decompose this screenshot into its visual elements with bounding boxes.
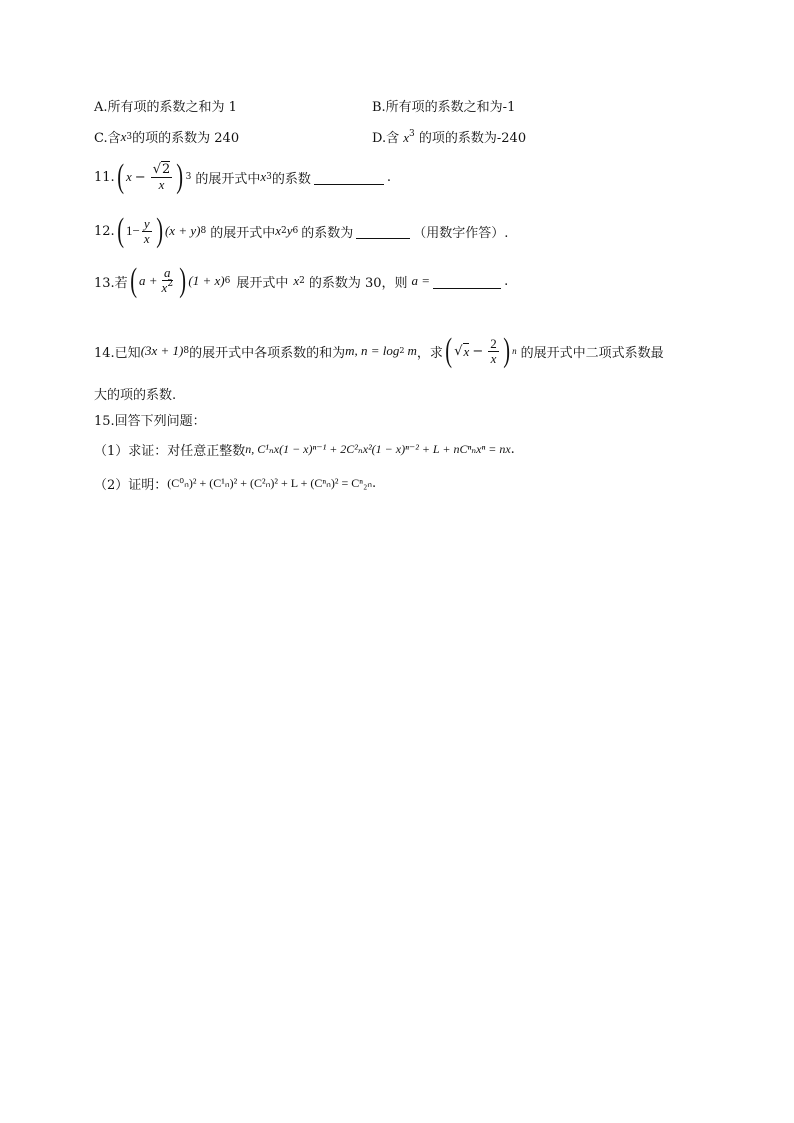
- option-d: D.含 $x^3$ 的项的系数为-240: [372, 129, 527, 146]
- answer-blank[interactable]: [433, 274, 501, 289]
- question-13: 13.若 ( a + $\frac{a}{x^2}$ ) (1 + x) 6 展开式中 x 2 的系数为 30，则 a = .: [94, 262, 509, 299]
- q13-fraction: $\frac{a}{x^2}$: [161, 265, 174, 295]
- question-12: 12. ( 1− $\frac{y}{x}$ ) (x + y) 8 的展开式中 x 2 y 6 的系数为 （用数字作答）.: [94, 212, 509, 249]
- question-15-part1: （1）求证：对任意正整数 n, C¹ₙx(1 − x)ⁿ⁻¹ + 2C²ₙx²(1 − x)ⁿ⁻² + L + nCⁿₙxⁿ = nx .: [94, 442, 515, 459]
- answer-blank[interactable]: [356, 224, 410, 239]
- q14-fraction: $\frac{2}{x}$: [490, 335, 497, 366]
- option-c: C.含 x 3 的项的系数为 240: [94, 128, 240, 146]
- option-b: B.所有项的系数之和为-1: [372, 100, 516, 115]
- question-11: 11. ( x − $\frac{√2}{x}$ ) 3 的展开式中 x 3 的系数 .: [94, 158, 392, 195]
- option-a: A.所有项的系数之和为 1: [94, 100, 237, 115]
- answer-blank[interactable]: [314, 170, 384, 185]
- question-15-part2: （2）证明： (C⁰ₙ)² + (C¹ₙ)² + (C²ₙ)² + L + (Cⁿₙ)² = Cⁿ₂ₙ .: [94, 476, 377, 493]
- question-14: 14.已知 (3x + 1) 8 的展开式中各项系数的和为 m, n = log 2 m ，求 ( √ x − $\frac{2}{x}$ ) n 的展开式中二项式系数最: [94, 332, 664, 369]
- q12-fraction: $\frac{y}{x}$: [143, 215, 150, 246]
- question-15-title: 15.回答下列问题：: [94, 414, 206, 429]
- q11-fraction: $\frac{√2}{x}$: [152, 161, 171, 192]
- question-14-line2: 大的项的系数.: [94, 388, 177, 403]
